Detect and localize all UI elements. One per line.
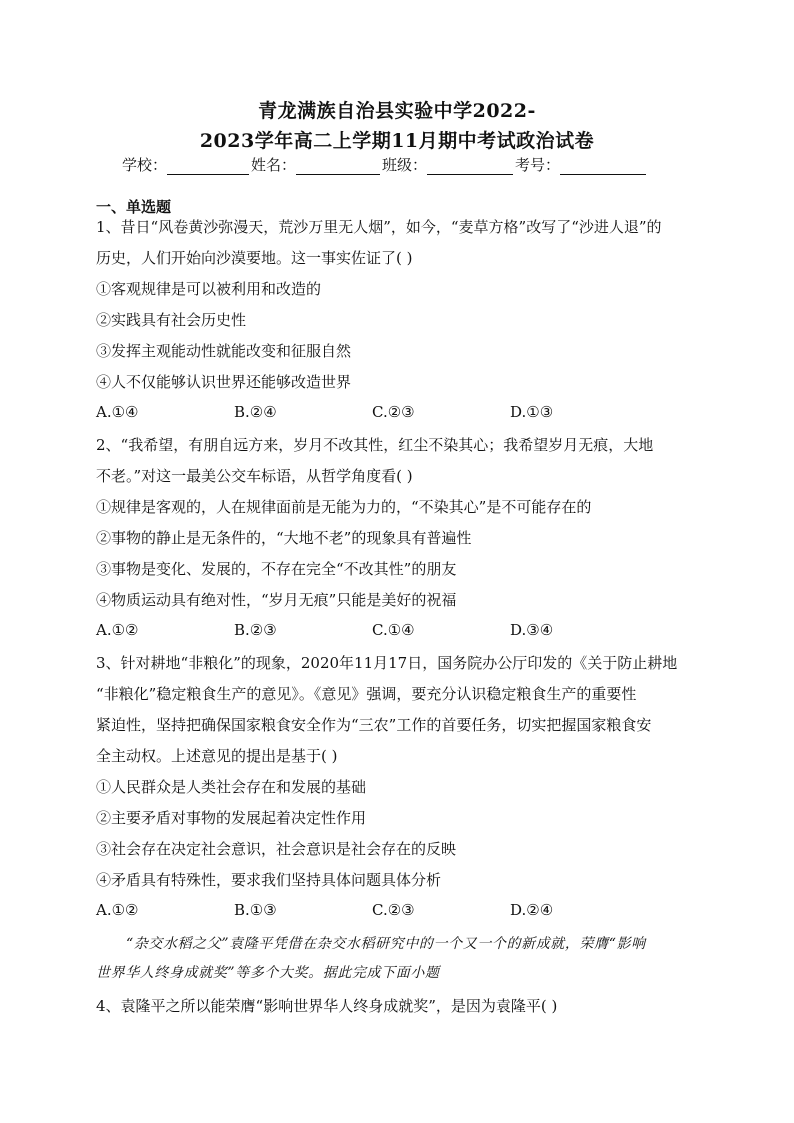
question-1-line-1: 1、昔日“风卷黄沙弥漫天，荒沙万里无人烟”，如今，“麦草方格”改写了“沙进人退”的: [96, 218, 662, 236]
option-a[interactable]: A.①④: [96, 403, 139, 421]
class-blank[interactable]: [427, 158, 513, 175]
name-blank[interactable]: [296, 158, 380, 175]
question-3-line-4: 全主动权。上述意见的提出是基于( ): [96, 747, 338, 765]
question-3-line-3: 紧迫性，坚持把确保国家粮食安全作为“三农”工作的首要任务，切实把握国家粮食安: [96, 716, 652, 734]
question-1-item-2: ②实践具有社会历史性: [96, 311, 247, 329]
question-4-line-1: 4、袁隆平之所以能荣膺“影响世界华人终身成就奖”，是因为袁隆平( ): [96, 997, 558, 1015]
question-2-line-1: 2、“我希望，有朋自远方来，岁月不改其性，红尘不染其心；我希望岁月无痕，大地: [96, 436, 654, 454]
question-2-item-1: ①规律是客观的，人在规律面前是无能为力的，“不染其心”是不可能存在的: [96, 498, 592, 516]
question-2-item-3: ③事物是变化、发展的，不存在完全“不改其性”的朋友: [96, 560, 457, 578]
question-1-options: [96, 403, 696, 425]
question-2-line-2: 不老。”对这一最美公交车标语，从哲学角度看( ): [96, 467, 413, 485]
question-1-item-1: ①客观规律是可以被利用和改造的: [96, 280, 322, 298]
option-b[interactable]: B.①③: [234, 901, 277, 919]
question-3-options: [96, 901, 696, 923]
question-2-options: [96, 621, 696, 643]
exam-number-blank[interactable]: [560, 158, 646, 175]
material-line-2: 世界华人终身成就奖”等多个大奖。据此完成下面小题: [96, 965, 440, 981]
exam-title-line1: 青龙满族自治县实验中学2022-: [258, 100, 536, 122]
question-1-item-4: ④人不仅能够认识世界还能够改造世界: [96, 373, 352, 391]
exam-title-line2: 2023学年高二上学期11月期中考试政治试卷: [199, 130, 595, 152]
question-3-item-2: ②主要矛盾对事物的发展起着决定性作用: [96, 809, 367, 827]
option-b[interactable]: B.②④: [234, 403, 277, 421]
option-d[interactable]: D.①③: [510, 403, 554, 421]
question-3-item-4: ④矛盾具有特殊性，要求我们坚持具体问题具体分析: [96, 871, 442, 889]
option-c[interactable]: C.②③: [372, 403, 415, 421]
option-d[interactable]: D.③④: [510, 621, 554, 639]
option-a[interactable]: A.①②: [96, 621, 139, 639]
question-3-line-2: “非粮化”稳定粮食生产的意见》。《意见》强调，要充分认识稳定粮食生产的重要性: [96, 685, 637, 703]
question-1-line-2: 历史，人们开始向沙漠要地。这一事实佐证了( ): [96, 249, 413, 267]
class-label: 班级：: [382, 156, 428, 174]
question-2-item-2: ②事物的静止是无条件的，“大地不老”的现象具有普遍性: [96, 529, 472, 547]
student-info-row: [122, 154, 682, 175]
question-2-item-4: ④物质运动具有绝对性，“岁月无痕”只能是美好的祝福: [96, 591, 457, 609]
name-label: 姓名：: [251, 156, 297, 174]
question-3-item-3: ③社会存在决定社会意识，社会意识是社会存在的反映: [96, 840, 457, 858]
option-c[interactable]: C.②③: [372, 901, 415, 919]
question-1-item-3: ③发挥主观能动性就能改变和征服自然: [96, 342, 352, 360]
question-3-line-1: 3、针对耕地“非粮化”的现象，2020年11月17日，国务院办公厅印发的《关于防止耕地: [96, 654, 678, 672]
option-a[interactable]: A.①②: [96, 901, 139, 919]
question-3-item-1: ①人民群众是人类社会存在和发展的基础: [96, 778, 367, 796]
school-blank[interactable]: [167, 158, 249, 175]
option-b[interactable]: B.②③: [234, 621, 277, 639]
option-c[interactable]: C.①④: [372, 621, 415, 639]
option-d[interactable]: D.②④: [510, 901, 554, 919]
material-line-1: “杂交水稻之父”袁隆平凭借在杂交水稻研究中的一个又一个的新成就，荣膺“影响: [126, 936, 646, 952]
exam-number-label: 考号：: [515, 156, 561, 174]
section-heading: 一、单选题: [96, 198, 172, 216]
school-label: 学校：: [122, 156, 168, 174]
